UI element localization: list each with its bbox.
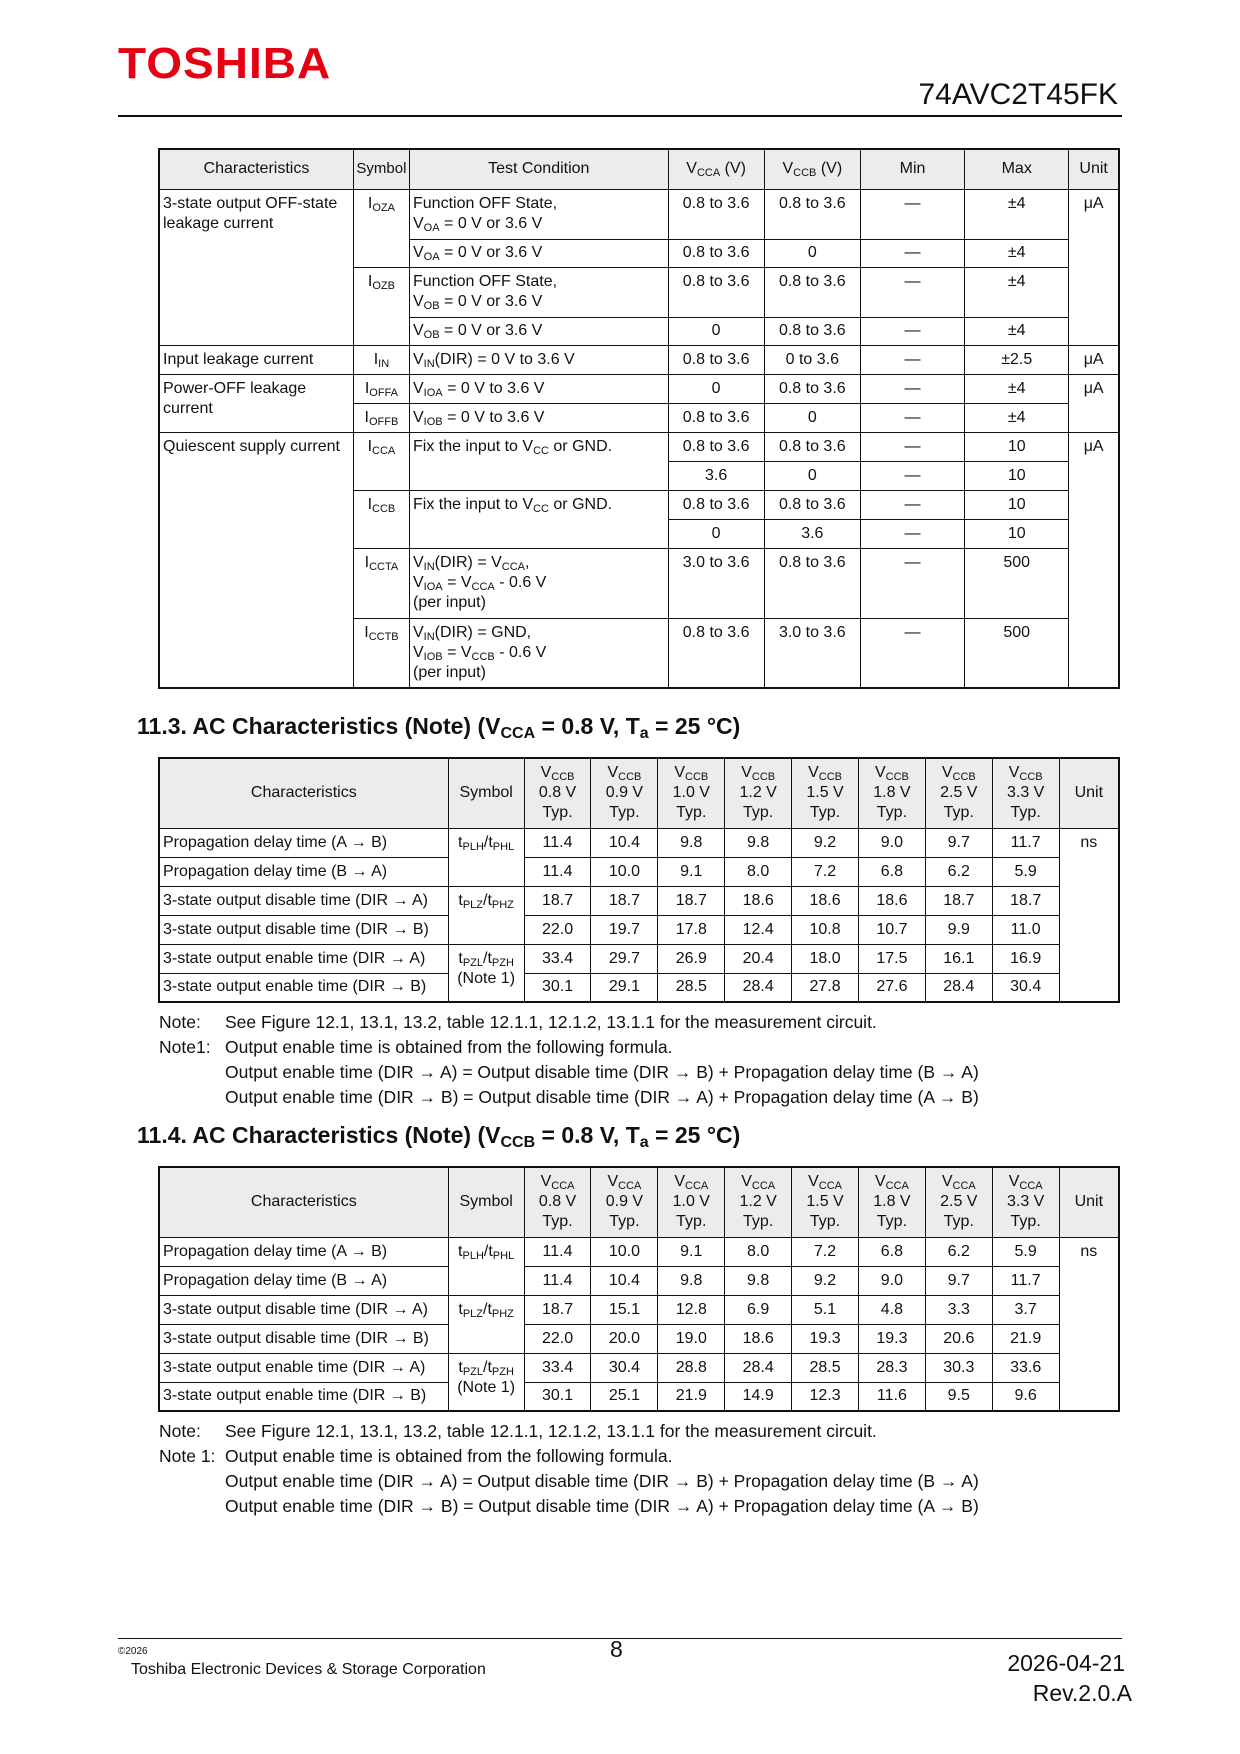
section-heading-11-3: 11.3. AC Characteristics (Note) ($V_{CCA} = 0.8$ V, $T_a = 25$ °C) (137, 713, 741, 742)
header-vcca-1-5: $V_{CCA}$ 1.5 V Typ. (792, 1167, 859, 1237)
value-cell: 22.0 (524, 915, 591, 944)
characteristic-cell: 3-state output OFF-state leakage current (159, 189, 353, 345)
value-cell: 28.5 (658, 973, 725, 1002)
header-vcca-1-8: $V_{CCA}$ 1.8 V Typ. (858, 1167, 925, 1237)
value-cell: 20.6 (925, 1324, 992, 1353)
condition-cell: Fix the input to $V_{CC}$ or GND. (410, 432, 669, 490)
ac-table-vcca (158, 757, 1120, 1003)
max-cell: 10 (965, 490, 1069, 519)
value-cell: 10.8 (792, 915, 859, 944)
note-line: Output enable time (DIR → A) = Output disable time (DIR → B) + Propagation delay time (B → A) (225, 1062, 979, 1082)
min-cell: — (860, 317, 964, 345)
unit-cell: ns (1059, 828, 1119, 1002)
value-cell: 19.0 (658, 1324, 725, 1353)
symbol-cell: $t_{PZL}/t_{PZH}$ (Note 1) (448, 944, 524, 1002)
table-row (159, 828, 1119, 857)
dc-characteristics-table (158, 148, 1120, 689)
header-vccb-0-8: $V_{CCB}$ 0.8 V Typ. (524, 758, 591, 828)
value-cell: 18.6 (858, 886, 925, 915)
table-row (159, 973, 1119, 1002)
value-cell: 3.3 (925, 1295, 992, 1324)
unit-cell: μA (1069, 345, 1119, 374)
value-cell: 15.1 (591, 1295, 658, 1324)
value-cell: 26.9 (658, 944, 725, 973)
condition-cell: Fix the input to $V_{CC}$ or GND. (410, 490, 669, 548)
value-cell: 17.5 (858, 944, 925, 973)
header-unit: Unit (1069, 149, 1119, 189)
value-cell: 10.0 (591, 1237, 658, 1266)
value-cell: 19.7 (591, 915, 658, 944)
vccb-cell: 3.6 (764, 519, 860, 548)
vcca-cell: 0.8 to 3.6 (668, 618, 764, 688)
value-cell: 16.1 (925, 944, 992, 973)
max-cell: 10 (965, 461, 1069, 490)
value-cell: 30.1 (524, 973, 591, 1002)
characteristic-cell: 3-state output enable time (DIR → A) (159, 1353, 448, 1382)
value-cell: 3.7 (992, 1295, 1059, 1324)
vccb-cell: 0 (764, 461, 860, 490)
vcca-cell: 0.8 to 3.6 (668, 189, 764, 239)
vcca-cell: 0 (668, 374, 764, 403)
min-cell: — (860, 345, 964, 374)
value-cell: 5.1 (792, 1295, 859, 1324)
value-cell: 18.7 (524, 1295, 591, 1324)
vcca-cell: 0 (668, 519, 764, 548)
value-cell: 6.2 (925, 857, 992, 886)
symbol-cell: $I_{OZA}$ (353, 189, 409, 267)
value-cell: 9.8 (658, 1266, 725, 1295)
header-vcca-0-9: $V_{CCA}$ 0.9 V Typ. (591, 1167, 658, 1237)
header-vcca: $V_{CCA}$ (V) (668, 149, 764, 189)
max-cell: ±4 (965, 403, 1069, 432)
header-vccb: $V_{CCB}$ (V) (764, 149, 860, 189)
min-cell: — (860, 374, 964, 403)
value-cell: 10.0 (591, 857, 658, 886)
vccb-cell: 0.8 to 3.6 (764, 267, 860, 317)
value-cell: 9.8 (658, 828, 725, 857)
characteristic-cell: 3-state output enable time (DIR → B) (159, 973, 448, 1002)
value-cell: 16.9 (992, 944, 1059, 973)
condition-cell: $V_{IOB} = 0$ V to 3.6 V (410, 403, 669, 432)
symbol-cell: $t_{PLH}/t_{PHL}$ (448, 828, 524, 886)
value-cell: 28.8 (658, 1353, 725, 1382)
header-rule (118, 115, 1122, 117)
value-cell: 11.4 (524, 1237, 591, 1266)
symbol-cell: $I_{OZB}$ (353, 267, 409, 345)
note-line: Output enable time (DIR → B) = Output disable time (DIR → A) + Propagation delay time (A → B) (225, 1087, 979, 1107)
value-cell: 18.7 (925, 886, 992, 915)
max-cell: 10 (965, 432, 1069, 461)
table-row (159, 915, 1119, 944)
value-cell: 28.3 (858, 1353, 925, 1382)
company-name: Toshiba Electronic Devices & Storage Corporation (131, 1661, 486, 1678)
vccb-cell: 0 (764, 239, 860, 267)
value-cell: 8.0 (725, 857, 792, 886)
value-cell: 18.6 (792, 886, 859, 915)
revision-number: Rev.2.0.A (1032, 1680, 1132, 1706)
value-cell: 12.3 (792, 1382, 859, 1411)
value-cell: 18.7 (591, 886, 658, 915)
value-cell: 28.5 (792, 1353, 859, 1382)
condition-cell: $V_{IOA} = 0$ V to 3.6 V (410, 374, 669, 403)
value-cell: 20.4 (725, 944, 792, 973)
symbol-cell: $I_{CCA}$ (353, 432, 409, 490)
value-cell: 18.6 (725, 1324, 792, 1353)
header-characteristics: Characteristics (159, 149, 353, 189)
max-cell: ±4 (965, 267, 1069, 317)
value-cell: 6.2 (925, 1237, 992, 1266)
table-row (159, 1324, 1119, 1353)
page-number: 8 (610, 1636, 623, 1662)
characteristic-cell: Propagation delay time (A → B) (159, 1237, 448, 1266)
header-symbol: Symbol (448, 758, 524, 828)
max-cell: 500 (965, 618, 1069, 688)
characteristic-cell: 3-state output disable time (DIR → B) (159, 1324, 448, 1353)
value-cell: 20.0 (591, 1324, 658, 1353)
characteristic-cell: Propagation delay time (B → A) (159, 857, 448, 886)
section-heading-11-4: 11.4. AC Characteristics (Note) ($V_{CCB} = 0.8$ V, $T_a = 25$ °C) (137, 1122, 741, 1151)
vccb-cell: 0.8 to 3.6 (764, 432, 860, 461)
max-cell: ±4 (965, 317, 1069, 345)
vcca-cell: 0.8 to 3.6 (668, 432, 764, 461)
value-cell: 9.2 (792, 1266, 859, 1295)
header-unit: Unit (1059, 1167, 1119, 1237)
value-cell: 12.8 (658, 1295, 725, 1324)
value-cell: 19.3 (858, 1324, 925, 1353)
header-vccb-0-9: $V_{CCB}$ 0.9 V Typ. (591, 758, 658, 828)
value-cell: 11.6 (858, 1382, 925, 1411)
header-vcca-3-3: $V_{CCA}$ 3.3 V Typ. (992, 1167, 1059, 1237)
value-cell: 9.8 (725, 1266, 792, 1295)
revision-date: 2026-04-21 (1007, 1650, 1125, 1676)
characteristic-cell: 3-state output disable time (DIR → A) (159, 1295, 448, 1324)
note-line: Note: See Figure 12.1, 13.1, 13.2, table 12.1.1, 12.1.2, 13.1.1 for the measurement circuit. (159, 1012, 877, 1032)
note-line: Note1: Output enable time is obtained from the following formula. (159, 1037, 673, 1057)
unit-cell: μA (1069, 432, 1119, 688)
vcca-cell: 0.8 to 3.6 (668, 267, 764, 317)
ac-table-vccb (158, 1166, 1120, 1412)
max-cell: ±4 (965, 239, 1069, 267)
symbol-cell: $t_{PLZ}/t_{PHZ}$ (448, 1295, 524, 1353)
vccb-cell: 0 (764, 403, 860, 432)
toshiba-logo: TOSHIBA (118, 38, 332, 88)
vcca-cell: 0.8 to 3.6 (668, 345, 764, 374)
vcca-cell: 0.8 to 3.6 (668, 239, 764, 267)
unit-cell: ns (1059, 1237, 1119, 1411)
value-cell: 30.4 (591, 1353, 658, 1382)
value-cell: 9.1 (658, 857, 725, 886)
value-cell: 9.0 (858, 828, 925, 857)
value-cell: 33.6 (992, 1353, 1059, 1382)
condition-cell: Function OFF State, $V_{OA} = 0$ V or 3.6 V (410, 189, 669, 239)
table-row (159, 944, 1119, 973)
header-vcca-0-8: $V_{CCA}$ 0.8 V Typ. (524, 1167, 591, 1237)
table-row (159, 1353, 1119, 1382)
value-cell: 30.4 (992, 973, 1059, 1002)
condition-cell: Function OFF State, $V_{OB} = 0$ V or 3.6 V (410, 267, 669, 317)
header-test-condition: Test Condition (410, 149, 669, 189)
characteristic-cell: 3-state output enable time (DIR → A) (159, 944, 448, 973)
vccb-cell: 3.0 to 3.6 (764, 618, 860, 688)
note-line: Note: See Figure 12.1, 13.1, 13.2, table 12.1.1, 12.1.2, 13.1.1 for the measurement circuit. (159, 1421, 877, 1441)
condition-cell: $V_{IN}(DIR) = 0$ V to 3.6 V (410, 345, 669, 374)
vcca-cell: 3.0 to 3.6 (668, 548, 764, 618)
value-cell: 22.0 (524, 1324, 591, 1353)
value-cell: 9.1 (658, 1237, 725, 1266)
min-cell: — (860, 490, 964, 519)
header-max: Max (965, 149, 1069, 189)
characteristic-cell: Quiescent supply current (159, 432, 353, 688)
condition-cell: $V_{IN}(DIR)$ = GND, $V_{IOB} = V_{CCB} - 0.6$ V (per input) (410, 618, 669, 688)
copyright: ©2026 (118, 1646, 148, 1657)
characteristic-cell: Propagation delay time (B → A) (159, 1266, 448, 1295)
symbol-cell: $I_{OFFB}$ (353, 403, 409, 432)
value-cell: 29.1 (591, 973, 658, 1002)
value-cell: 30.3 (925, 1353, 992, 1382)
value-cell: 9.9 (925, 915, 992, 944)
header-symbol: Symbol (353, 149, 409, 189)
vcca-cell: 0.8 to 3.6 (668, 403, 764, 432)
characteristic-cell: Propagation delay time (A → B) (159, 828, 448, 857)
max-cell: ±2.5 (965, 345, 1069, 374)
min-cell: — (860, 267, 964, 317)
header-unit: Unit (1059, 758, 1119, 828)
header-vccb-1-8: $V_{CCB}$ 1.8 V Typ. (858, 758, 925, 828)
condition-cell: $V_{IN}(DIR) = V_{CCA}$, $V_{IOA} = V_{CCA} - 0.6$ V (per input) (410, 548, 669, 618)
value-cell: 7.2 (792, 857, 859, 886)
value-cell: 17.8 (658, 915, 725, 944)
vcca-cell: 3.6 (668, 461, 764, 490)
header-vcca-1-2: $V_{CCA}$ 1.2 V Typ. (725, 1167, 792, 1237)
value-cell: 4.8 (858, 1295, 925, 1324)
min-cell: — (860, 519, 964, 548)
value-cell: 10.7 (858, 915, 925, 944)
table-row (159, 1382, 1119, 1411)
header-characteristics: Characteristics (159, 758, 448, 828)
header-symbol: Symbol (448, 1167, 524, 1237)
value-cell: 9.6 (992, 1382, 1059, 1411)
value-cell: 14.9 (725, 1382, 792, 1411)
unit-cell: μA (1069, 374, 1119, 432)
symbol-cell: $I_{IN}$ (353, 345, 409, 374)
value-cell: 21.9 (658, 1382, 725, 1411)
condition-cell: $V_{OB} = 0$ V or 3.6 V (410, 317, 669, 345)
value-cell: 18.7 (658, 886, 725, 915)
value-cell: 11.4 (524, 857, 591, 886)
characteristic-cell: 3-state output enable time (DIR → B) (159, 1382, 448, 1411)
value-cell: 11.4 (524, 1266, 591, 1295)
value-cell: 11.7 (992, 828, 1059, 857)
vccb-cell: 0.8 to 3.6 (764, 189, 860, 239)
symbol-cell: $I_{OFFA}$ (353, 374, 409, 403)
value-cell: 9.8 (725, 828, 792, 857)
value-cell: 9.7 (925, 1266, 992, 1295)
max-cell: 10 (965, 519, 1069, 548)
vccb-cell: 0.8 to 3.6 (764, 317, 860, 345)
table-row (159, 1295, 1119, 1324)
symbol-cell: $I_{CCTB}$ (353, 618, 409, 688)
min-cell: — (860, 432, 964, 461)
header-vcca-1-0: $V_{CCA}$ 1.0 V Typ. (658, 1167, 725, 1237)
header-vccb-1-5: $V_{CCB}$ 1.5 V Typ. (792, 758, 859, 828)
value-cell: 11.0 (992, 915, 1059, 944)
vcca-cell: 0 (668, 317, 764, 345)
value-cell: 27.8 (792, 973, 859, 1002)
symbol-cell: $I_{CCTA}$ (353, 548, 409, 618)
value-cell: 8.0 (725, 1237, 792, 1266)
value-cell: 6.8 (858, 1237, 925, 1266)
value-cell: 6.9 (725, 1295, 792, 1324)
value-cell: 25.1 (591, 1382, 658, 1411)
header-min: Min (860, 149, 964, 189)
symbol-cell: $I_{CCB}$ (353, 490, 409, 548)
min-cell: — (860, 618, 964, 688)
value-cell: 27.6 (858, 973, 925, 1002)
table-row (159, 1266, 1119, 1295)
symbol-cell: $t_{PZL}/t_{PZH}$ (Note 1) (448, 1353, 524, 1411)
value-cell: 18.6 (725, 886, 792, 915)
header-vccb-1-0: $V_{CCB}$ 1.0 V Typ. (658, 758, 725, 828)
value-cell: 9.0 (858, 1266, 925, 1295)
table-row (159, 1237, 1119, 1266)
max-cell: 500 (965, 548, 1069, 618)
symbol-cell: $t_{PLZ}/t_{PHZ}$ (448, 886, 524, 944)
table-row (159, 886, 1119, 915)
min-cell: — (860, 189, 964, 239)
value-cell: 11.7 (992, 1266, 1059, 1295)
value-cell: 18.0 (792, 944, 859, 973)
ac2-notes (159, 1419, 979, 1519)
value-cell: 21.9 (992, 1324, 1059, 1353)
characteristic-cell: 3-state output disable time (DIR → A) (159, 886, 448, 915)
unit-cell: μA (1069, 189, 1119, 345)
value-cell: 18.7 (992, 886, 1059, 915)
value-cell: 5.9 (992, 1237, 1059, 1266)
ac1-notes (159, 1010, 979, 1110)
characteristic-cell: Input leakage current (159, 345, 353, 374)
value-cell: 19.3 (792, 1324, 859, 1353)
value-cell: 9.2 (792, 828, 859, 857)
part-number: 74AVC2T45FK (918, 78, 1118, 111)
value-cell: 18.7 (524, 886, 591, 915)
value-cell: 11.4 (524, 828, 591, 857)
value-cell: 12.4 (725, 915, 792, 944)
vccb-cell: 0 to 3.6 (764, 345, 860, 374)
value-cell: 10.4 (591, 1266, 658, 1295)
note-line: Output enable time (DIR → A) = Output disable time (DIR → B) + Propagation delay time (B → A) (225, 1471, 979, 1491)
header-vccb-1-2: $V_{CCB}$ 1.2 V Typ. (725, 758, 792, 828)
note-line: Note 1: Output enable time is obtained from the following formula. (159, 1446, 673, 1466)
vccb-cell: 0.8 to 3.6 (764, 374, 860, 403)
min-cell: — (860, 403, 964, 432)
value-cell: 33.4 (524, 1353, 591, 1382)
min-cell: — (860, 548, 964, 618)
value-cell: 28.4 (925, 973, 992, 1002)
vcca-cell: 0.8 to 3.6 (668, 490, 764, 519)
note-line: Output enable time (DIR → B) = Output disable time (DIR → A) + Propagation delay time (A → B) (225, 1496, 979, 1516)
header-vccb-3-3: $V_{CCB}$ 3.3 V Typ. (992, 758, 1059, 828)
max-cell: ±4 (965, 189, 1069, 239)
header-vccb-2-5: $V_{CCB}$ 2.5 V Typ. (925, 758, 992, 828)
value-cell: 6.8 (858, 857, 925, 886)
value-cell: 28.4 (725, 973, 792, 1002)
characteristic-cell: 3-state output disable time (DIR → B) (159, 915, 448, 944)
condition-cell: $V_{OA} = 0$ V or 3.6 V (410, 239, 669, 267)
characteristic-cell: Power-OFF leakage current (159, 374, 353, 432)
value-cell: 7.2 (792, 1237, 859, 1266)
min-cell: — (860, 461, 964, 490)
value-cell: 33.4 (524, 944, 591, 973)
table-row (159, 857, 1119, 886)
value-cell: 9.5 (925, 1382, 992, 1411)
value-cell: 9.7 (925, 828, 992, 857)
header-vcca-2-5: $V_{CCA}$ 2.5 V Typ. (925, 1167, 992, 1237)
value-cell: 28.4 (725, 1353, 792, 1382)
value-cell: 10.4 (591, 828, 658, 857)
min-cell: — (860, 239, 964, 267)
value-cell: 5.9 (992, 857, 1059, 886)
symbol-cell: $t_{PLH}/t_{PHL}$ (448, 1237, 524, 1295)
max-cell: ±4 (965, 374, 1069, 403)
header-characteristics: Characteristics (159, 1167, 448, 1237)
value-cell: 29.7 (591, 944, 658, 973)
vccb-cell: 0.8 to 3.6 (764, 548, 860, 618)
value-cell: 30.1 (524, 1382, 591, 1411)
vccb-cell: 0.8 to 3.6 (764, 490, 860, 519)
